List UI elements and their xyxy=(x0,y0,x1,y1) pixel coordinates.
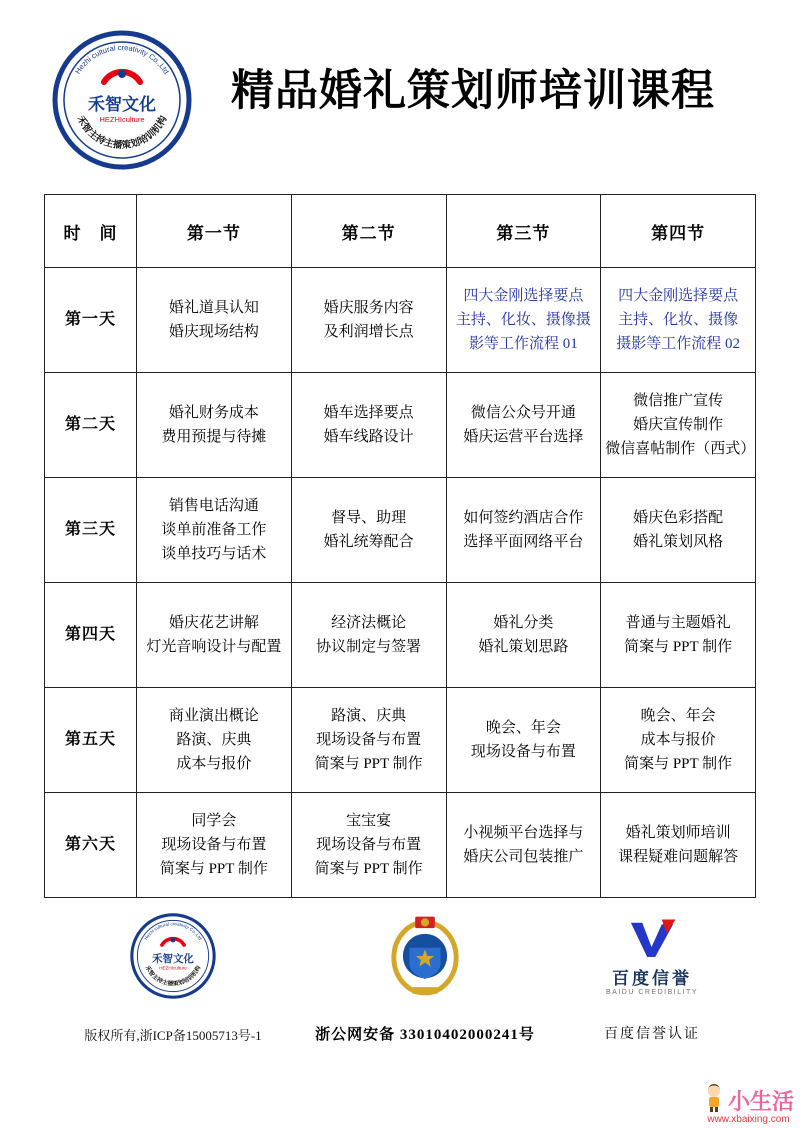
svg-text:禾智文化: 禾智文化 xyxy=(152,954,194,966)
baidu-logo-area xyxy=(606,903,698,1009)
course-line: 经济法概论 xyxy=(331,614,407,631)
course-cell xyxy=(446,478,601,583)
copyright-text: 版权所有,浙ICP备15005713号-1 xyxy=(84,1028,262,1043)
course-cell xyxy=(291,268,446,373)
course-cell xyxy=(137,793,292,898)
course-line: 现场设备与布置 xyxy=(161,836,267,853)
course-line: 督导、助理 xyxy=(331,509,407,526)
course-line: 婚礼策划风格 xyxy=(633,534,724,550)
watermark-top xyxy=(703,1083,794,1113)
course-cell xyxy=(446,268,601,373)
footer-middle xyxy=(300,903,550,1044)
course-line: 普通与主题婚礼 xyxy=(625,614,731,631)
course-line: 微信喜帖制作（西式） xyxy=(605,441,756,458)
baidu-cert-text: 百度信誉认证 xyxy=(604,1027,700,1042)
course-line: 费用预提与待摊 xyxy=(161,429,267,445)
course-cell xyxy=(601,478,756,583)
course-cell xyxy=(137,688,292,793)
baidu-title: 百度信誉 xyxy=(611,969,692,988)
svg-text:禾智主持主播策划培训机构: 禾智主持主播策划培训机构 xyxy=(74,114,170,152)
course-line: 婚庆公司包装推广 xyxy=(463,849,584,865)
course-line: 婚庆运营平台选择 xyxy=(463,429,584,445)
course-line: 晚会、年会 xyxy=(640,707,716,724)
svg-text:禾智主持主播策划培训机构: 禾智主持主播策划培训机构 xyxy=(143,965,203,988)
day-label: 第四天 xyxy=(45,583,137,688)
course-line: 婚礼财务成本 xyxy=(168,404,259,421)
course-cell xyxy=(601,688,756,793)
course-cell xyxy=(291,373,446,478)
course-line: 主持、化妆、摄像摄 xyxy=(455,311,591,328)
svg-text:Hezhi cultural creativity Co.,: Hezhi cultural creativity Co.,Ltd xyxy=(73,42,171,76)
course-cell xyxy=(601,268,756,373)
course-line: 婚庆现场结构 xyxy=(168,324,259,340)
course-cell xyxy=(291,793,446,898)
table-row xyxy=(45,583,756,688)
col-header-section: 第三节 xyxy=(446,195,601,268)
course-cell xyxy=(137,268,292,373)
course-line: 灯光音响设计与配置 xyxy=(146,639,282,655)
course-cell xyxy=(601,373,756,478)
course-line: 销售电话沟通 xyxy=(168,497,259,514)
course-line: 婚礼策划思路 xyxy=(478,639,569,655)
table-wrap xyxy=(0,194,800,898)
course-line: 路演、庆典 xyxy=(176,731,252,748)
course-line: 协议制定与签署 xyxy=(316,639,422,655)
course-line: 选择平面网络平台 xyxy=(463,534,584,550)
course-line: 影等工作流程 01 xyxy=(468,336,578,353)
course-line: 成本与报价 xyxy=(176,756,252,773)
day-label: 第六天 xyxy=(45,793,137,898)
course-line: 婚礼统筹配合 xyxy=(323,534,414,550)
watermark-site-url[interactable]: www.xbaixing.com xyxy=(707,1114,790,1125)
course-cell xyxy=(601,793,756,898)
course-line: 商业演出概论 xyxy=(168,707,259,724)
course-line: 婚庆服务内容 xyxy=(323,299,414,316)
course-cell xyxy=(291,583,446,688)
svg-text:禾智文化: 禾智文化 xyxy=(88,95,156,114)
course-cell xyxy=(137,373,292,478)
course-line: 四大金刚选择要点 xyxy=(618,287,739,304)
course-line: 婚车线路设计 xyxy=(323,429,414,445)
table-row xyxy=(45,268,756,373)
course-cell xyxy=(291,478,446,583)
site-watermark xyxy=(703,1083,794,1125)
hezhi-logo-icon xyxy=(130,913,216,999)
course-table-body xyxy=(45,195,756,898)
course-line: 简案与 PPT 制作 xyxy=(314,756,423,773)
course-line: 简案与 PPT 制作 xyxy=(159,861,268,878)
course-line: 主持、化妆、摄像 xyxy=(618,311,739,328)
course-line: 简案与 PPT 制作 xyxy=(624,639,733,655)
table-row xyxy=(45,478,756,583)
course-line: 婚庆宣传制作 xyxy=(633,416,724,433)
course-cell xyxy=(137,478,292,583)
course-line: 同学会 xyxy=(191,812,237,829)
course-line: 婚礼策划师培训 xyxy=(625,824,731,841)
police-number: 浙公网安备 33010402000241号 xyxy=(315,1027,535,1043)
day-label: 第二天 xyxy=(45,373,137,478)
day-label: 第五天 xyxy=(45,688,137,793)
course-cell xyxy=(446,688,601,793)
col-header-section: 第一节 xyxy=(137,195,292,268)
course-cell xyxy=(601,583,756,688)
footer-left xyxy=(58,903,288,1044)
police-badge-icon xyxy=(388,915,462,997)
page-title: 精品婚礼策划师培训课程 xyxy=(231,68,715,116)
course-line: 谈单前准备工作 xyxy=(161,521,267,538)
svg-text:HEZHIculture: HEZHIculture xyxy=(99,115,145,124)
course-line: 成本与报价 xyxy=(640,731,716,748)
course-cell xyxy=(446,583,601,688)
header xyxy=(0,0,800,170)
course-line: 晚会、年会 xyxy=(485,719,561,736)
table-header-row xyxy=(45,195,756,268)
course-line: 路演、庆典 xyxy=(331,707,407,724)
mascot-icon xyxy=(703,1083,725,1113)
table-row xyxy=(45,793,756,898)
course-line: 小视频平台选择与 xyxy=(463,824,584,841)
course-cell xyxy=(137,583,292,688)
course-line: 简案与 PPT 制作 xyxy=(314,861,423,878)
course-line: 婚庆花艺讲解 xyxy=(168,614,259,631)
baidu-credibility-icon xyxy=(626,916,678,962)
course-line: 婚礼道具认知 xyxy=(168,299,259,316)
watermark-site-name: 小生活 xyxy=(727,1089,794,1114)
course-line: 摄影等工作流程 02 xyxy=(616,336,740,353)
course-line: 微信推广宣传 xyxy=(633,392,724,409)
police-badge-area xyxy=(388,903,462,1009)
col-header-section: 第二节 xyxy=(291,195,446,268)
course-line: 婚庆色彩搭配 xyxy=(633,509,724,526)
svg-text:Hezhi cultural creativity Co.,: Hezhi cultural creativity Co.,Ltd xyxy=(143,921,203,941)
footer-right xyxy=(562,903,742,1044)
course-line: 简案与 PPT 制作 xyxy=(624,756,733,773)
baidu-subtitle: BAIDU CREDIBILITY xyxy=(605,989,698,996)
course-line: 如何签约酒店合作 xyxy=(463,509,584,526)
footer-logo-area xyxy=(130,903,216,1009)
course-line: 及利润增长点 xyxy=(323,324,414,340)
hezhi-logo xyxy=(52,30,192,170)
course-line: 婚车选择要点 xyxy=(323,404,414,421)
course-cell xyxy=(291,688,446,793)
course-line: 现场设备与布置 xyxy=(470,744,576,760)
day-label: 第一天 xyxy=(45,268,137,373)
course-table xyxy=(44,194,756,898)
col-header-section: 第四节 xyxy=(601,195,756,268)
course-line: 现场设备与布置 xyxy=(316,836,422,853)
course-cell xyxy=(446,373,601,478)
footer xyxy=(0,903,800,1044)
svg-text:HEZHIculture: HEZHIculture xyxy=(159,965,187,971)
course-line: 婚礼分类 xyxy=(493,614,554,631)
course-line: 谈单技巧与话术 xyxy=(161,546,267,563)
day-label: 第三天 xyxy=(45,478,137,583)
course-cell xyxy=(446,793,601,898)
table-row xyxy=(45,688,756,793)
course-line: 现场设备与布置 xyxy=(316,731,422,748)
course-line: 四大金刚选择要点 xyxy=(463,287,584,304)
col-header-time: 时 间 xyxy=(45,195,137,268)
course-line: 微信公众号开通 xyxy=(470,404,576,421)
course-line: 课程疑难问题解答 xyxy=(618,849,739,865)
table-row xyxy=(45,373,756,478)
hezhi-logo-icon xyxy=(52,30,192,170)
course-line: 宝宝宴 xyxy=(346,812,392,829)
